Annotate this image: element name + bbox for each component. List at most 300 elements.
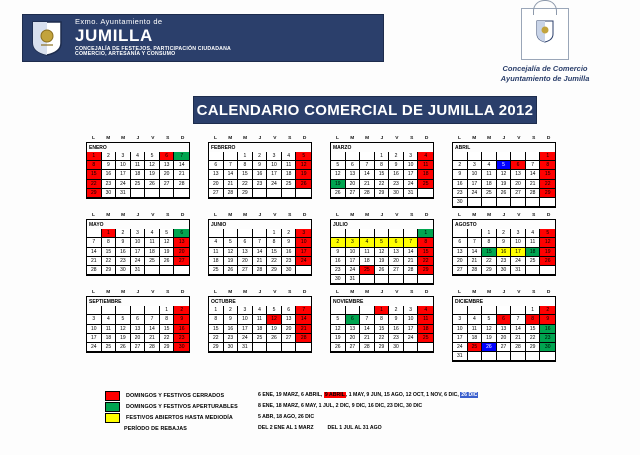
day-cell-empty [468, 229, 483, 238]
day-cell: 18 [102, 334, 117, 343]
day-cell: 17 [468, 180, 483, 189]
day-cell: 10 [116, 161, 131, 170]
day-cell: 1 [160, 306, 175, 315]
day-cell: 7 [296, 306, 311, 315]
day-cell: 27 [346, 343, 361, 352]
month-days [452, 229, 556, 276]
weekday-label: J [380, 136, 384, 141]
weekday-label: M [472, 290, 477, 296]
weekday-label: D [302, 136, 307, 141]
day-cell: 6 [497, 315, 512, 324]
day-cell: 13 [497, 325, 512, 334]
day-cell: 9 [389, 161, 404, 170]
weekday-label: V [395, 290, 399, 296]
day-cell: 13 [174, 238, 189, 247]
month-name-label: MARZO [333, 144, 352, 151]
day-cell: 18 [145, 248, 160, 257]
weekday-label: M [350, 213, 355, 219]
day-cell: 19 [224, 257, 239, 266]
day-cell: 18 [253, 325, 268, 334]
day-cell: 10 [511, 238, 526, 247]
day-cell: 15 [209, 325, 224, 334]
month-name [208, 219, 312, 229]
weekday-label: L [213, 290, 217, 296]
day-cell-empty [404, 229, 419, 238]
day-cell: 28 [360, 189, 375, 198]
weekday-label: D [546, 136, 551, 141]
day-cell: 31 [116, 189, 131, 198]
day-cell: 12 [331, 170, 346, 179]
weekday-label: J [502, 290, 506, 296]
day-cell-empty [131, 306, 146, 315]
day-cell: 5 [482, 315, 497, 324]
day-cell: 8 [526, 315, 541, 324]
day-cell-empty [296, 343, 311, 352]
day-cell: 18 [282, 170, 297, 179]
legend-label: DOMINGOS Y FESTIVOS CERRADOS [126, 392, 225, 399]
day-cell: 31 [453, 352, 468, 361]
legend-note: 5 ABR, 18 AGO, 26 DIC [258, 414, 315, 420]
legend-note: DEL 2 ENE AL 1 MARZ DEL 1 JUL AL 31 AGO [258, 425, 382, 431]
day-cell: 5 [375, 238, 390, 247]
day-cell-empty [282, 189, 297, 198]
day-cell: 2 [282, 229, 297, 238]
day-cell: 26 [540, 257, 555, 266]
weekday-label: J [258, 290, 262, 296]
weekday-label: V [395, 213, 399, 219]
day-cell-empty [160, 266, 175, 275]
commerce-logo [470, 8, 620, 86]
day-cell: 24 [296, 257, 311, 266]
day-cell-empty [174, 266, 189, 275]
day-cell: 4 [282, 152, 297, 161]
month-days [208, 152, 312, 199]
weekday-label: S [410, 290, 414, 296]
weekday-header [330, 136, 434, 141]
legend-label: PERÍODO DE REBAJAS [124, 425, 187, 432]
month-name [452, 296, 556, 306]
day-cell: 6 [346, 161, 361, 170]
day-cell: 4 [209, 238, 224, 247]
day-cell-empty [346, 152, 361, 161]
day-cell: 18 [468, 334, 483, 343]
day-cell: 3 [346, 238, 361, 247]
day-cell: 16 [453, 180, 468, 189]
day-cell: 2 [224, 306, 239, 315]
day-cell: 1 [87, 152, 102, 161]
day-cell: 22 [375, 334, 390, 343]
month-calendar-agosto [452, 213, 556, 285]
day-cell: 11 [209, 248, 224, 257]
weekday-label: M [487, 290, 492, 296]
day-cell: 30 [224, 343, 239, 352]
day-cell: 24 [131, 257, 146, 266]
day-cell: 16 [253, 170, 268, 179]
day-cell: 7 [360, 315, 375, 324]
day-cell: 11 [418, 161, 433, 170]
day-cell: 8 [375, 161, 390, 170]
month-calendar-marzo [330, 136, 434, 208]
day-cell-empty [389, 229, 404, 238]
day-cell: 7 [404, 238, 419, 247]
weekday-label: V [517, 136, 521, 141]
legend-swatch-red [105, 391, 120, 401]
day-cell: 28 [404, 266, 419, 275]
weekday-label: M [350, 290, 355, 296]
day-cell: 29 [375, 189, 390, 198]
day-cell: 13 [389, 248, 404, 257]
day-cell: 24 [238, 334, 253, 343]
weekday-label: D [546, 290, 551, 296]
day-cell: 26 [145, 180, 160, 189]
day-cell: 1 [418, 229, 433, 238]
day-cell: 15 [482, 248, 497, 257]
day-cell: 20 [346, 180, 361, 189]
weekday-header [330, 213, 434, 218]
legend-item [105, 412, 255, 423]
weekday-label: M [243, 136, 248, 141]
month-name [208, 296, 312, 306]
day-cell: 16 [224, 325, 239, 334]
weekday-label: L [335, 290, 339, 296]
weekday-label: D [302, 290, 307, 296]
weekday-label: J [258, 213, 262, 219]
day-cell-empty [468, 152, 483, 161]
day-cell: 20 [238, 257, 253, 266]
day-cell: 5 [224, 238, 239, 247]
day-cell-empty [282, 343, 297, 352]
day-cell: 6 [160, 152, 175, 161]
month-calendar-octubre [208, 290, 312, 362]
weekday-label: L [91, 136, 95, 141]
day-cell: 6 [131, 315, 146, 324]
day-cell-empty [497, 152, 512, 161]
weekday-label: L [335, 136, 339, 141]
day-cell: 31 [131, 266, 146, 275]
day-cell: 18 [482, 180, 497, 189]
day-cell: 3 [404, 306, 419, 315]
day-cell: 9 [116, 238, 131, 247]
day-cell: 9 [389, 315, 404, 324]
day-cell: 9 [174, 315, 189, 324]
month-name [208, 142, 312, 152]
day-cell: 5 [331, 315, 346, 324]
day-cell: 2 [253, 152, 268, 161]
day-cell: 13 [282, 315, 297, 324]
day-cell: 29 [160, 343, 175, 352]
day-cell: 15 [238, 170, 253, 179]
day-cell: 7 [468, 238, 483, 247]
day-cell: 22 [482, 257, 497, 266]
day-cell-empty [253, 229, 268, 238]
weekday-header [208, 136, 312, 141]
day-cell-empty [238, 229, 253, 238]
day-cell: 10 [404, 161, 419, 170]
month-name [86, 296, 190, 306]
day-cell: 9 [497, 238, 512, 247]
day-cell-empty [360, 152, 375, 161]
day-cell: 6 [238, 238, 253, 247]
header-city: JUMILLA [75, 26, 153, 46]
day-cell-empty [453, 229, 468, 238]
weekday-label: J [136, 213, 140, 219]
day-cell: 29 [482, 266, 497, 275]
day-cell: 30 [389, 189, 404, 198]
day-cell: 12 [296, 161, 311, 170]
day-cell: 29 [209, 343, 224, 352]
day-cell-empty [497, 198, 512, 207]
day-cell: 19 [267, 325, 282, 334]
day-cell: 29 [238, 189, 253, 198]
weekday-label: M [228, 290, 233, 296]
day-cell: 11 [145, 238, 160, 247]
day-cell: 22 [375, 180, 390, 189]
weekday-header [330, 290, 434, 295]
day-cell-empty [253, 343, 268, 352]
day-cell: 2 [389, 152, 404, 161]
legend-item [105, 390, 255, 401]
day-cell: 19 [145, 170, 160, 179]
day-cell: 8 [418, 238, 433, 247]
day-cell: 6 [453, 238, 468, 247]
weekday-header [208, 213, 312, 218]
day-cell: 26 [331, 189, 346, 198]
month-days [86, 306, 190, 353]
day-cell: 20 [389, 257, 404, 266]
day-cell: 13 [160, 161, 175, 170]
day-cell: 17 [453, 334, 468, 343]
day-cell-empty [331, 152, 346, 161]
weekday-label: L [457, 213, 461, 219]
weekday-header [452, 213, 556, 218]
day-cell: 24 [404, 180, 419, 189]
day-cell-empty [482, 152, 497, 161]
institution-header [22, 14, 384, 62]
day-cell: 14 [253, 248, 268, 257]
day-cell: 28 [224, 189, 239, 198]
day-cell: 9 [282, 238, 297, 247]
weekday-label: L [91, 290, 95, 296]
day-cell: 16 [174, 325, 189, 334]
day-cell-empty [511, 198, 526, 207]
day-cell: 19 [296, 170, 311, 179]
day-cell: 3 [87, 315, 102, 324]
day-cell: 22 [209, 334, 224, 343]
weekday-label: S [532, 136, 536, 141]
day-cell: 3 [116, 152, 131, 161]
weekday-label: V [273, 136, 277, 141]
day-cell-empty [482, 352, 497, 361]
page-title [193, 96, 537, 124]
calendar-row [86, 290, 574, 367]
day-cell-empty [346, 229, 361, 238]
day-cell: 15 [267, 248, 282, 257]
day-cell: 17 [238, 325, 253, 334]
day-cell: 10 [346, 248, 361, 257]
weekday-label: M [472, 213, 477, 219]
day-cell: 20 [131, 334, 146, 343]
day-cell: 27 [282, 334, 297, 343]
legend-label: FESTIVOS ABIERTOS HASTA MEDIODÍA [126, 414, 233, 421]
day-cell: 4 [145, 229, 160, 238]
day-cell: 22 [238, 180, 253, 189]
month-name-label: MAYO [89, 221, 104, 228]
day-cell-empty [360, 229, 375, 238]
day-cell: 8 [267, 238, 282, 247]
day-cell: 11 [102, 325, 117, 334]
day-cell: 23 [453, 189, 468, 198]
day-cell: 20 [497, 334, 512, 343]
weekday-label: V [273, 213, 277, 219]
day-cell: 20 [174, 248, 189, 257]
day-cell: 22 [160, 334, 175, 343]
day-cell: 13 [511, 170, 526, 179]
day-cell: 22 [540, 180, 555, 189]
day-cell: 21 [224, 180, 239, 189]
day-cell: 12 [482, 325, 497, 334]
day-cell: 27 [511, 189, 526, 198]
day-cell: 5 [296, 152, 311, 161]
day-cell: 25 [145, 257, 160, 266]
day-cell: 20 [453, 257, 468, 266]
weekday-label: J [136, 290, 140, 296]
day-cell-empty [482, 306, 497, 315]
day-cell: 14 [511, 325, 526, 334]
day-cell: 17 [131, 248, 146, 257]
day-cell: 28 [296, 334, 311, 343]
weekday-label: J [502, 136, 506, 141]
day-cell: 16 [116, 248, 131, 257]
day-cell-empty [145, 189, 160, 198]
day-cell: 17 [404, 170, 419, 179]
day-cell: 11 [360, 248, 375, 257]
day-cell: 25 [131, 180, 146, 189]
month-name-label: JUNIO [211, 221, 227, 228]
day-cell: 14 [145, 325, 160, 334]
day-cell-empty [253, 189, 268, 198]
weekday-label: J [380, 290, 384, 296]
day-cell: 4 [418, 152, 433, 161]
month-calendar-abril [452, 136, 556, 208]
day-cell: 7 [526, 161, 541, 170]
day-cell-empty [375, 229, 390, 238]
month-name-label: ENERO [89, 144, 107, 151]
calendar-row [86, 136, 574, 213]
day-cell: 23 [174, 334, 189, 343]
day-cell: 8 [160, 315, 175, 324]
day-cell: 18 [526, 248, 541, 257]
legend-item [105, 401, 255, 412]
day-cell: 23 [389, 180, 404, 189]
day-cell: 30 [540, 343, 555, 352]
day-cell: 4 [102, 315, 117, 324]
month-name-label: AGOSTO [455, 221, 477, 228]
day-cell-empty [116, 306, 131, 315]
weekday-label: V [151, 213, 155, 219]
legend-notes [258, 390, 618, 434]
day-cell: 7 [87, 238, 102, 247]
legend-swatch-green [105, 402, 120, 412]
weekday-label: L [457, 290, 461, 296]
month-calendar-septiembre [86, 290, 190, 362]
legend-note: 6 ENE, 19 MARZ, 6 ABRIL, 9 ABRIL, 1 MAY, 9 JUN, 15 AGO, 12 OCT, 1 NOV, 6 DIC, 26 DIC [258, 392, 478, 398]
month-name [330, 296, 434, 306]
day-cell: 27 [238, 266, 253, 275]
day-cell: 25 [282, 180, 297, 189]
day-cell: 14 [468, 248, 483, 257]
day-cell: 8 [540, 161, 555, 170]
weekday-label: M [106, 290, 111, 296]
day-cell: 10 [404, 315, 419, 324]
day-cell: 11 [526, 238, 541, 247]
day-cell: 6 [389, 238, 404, 247]
day-cell: 8 [375, 315, 390, 324]
day-cell: 31 [346, 275, 361, 284]
day-cell-empty [331, 306, 346, 315]
weekday-label: M [121, 213, 126, 219]
weekday-label: D [546, 213, 551, 219]
weekday-label: M [350, 136, 355, 141]
weekday-header [452, 290, 556, 295]
month-name [330, 142, 434, 152]
day-cell: 27 [497, 343, 512, 352]
weekday-label: S [410, 136, 414, 141]
day-cell: 10 [87, 325, 102, 334]
day-cell: 12 [331, 325, 346, 334]
day-cell: 2 [174, 306, 189, 315]
day-cell: 30 [497, 266, 512, 275]
day-cell: 23 [331, 266, 346, 275]
legend-label: DOMINGOS Y FESTIVOS APERTURABLES [126, 403, 238, 410]
day-cell-empty [511, 352, 526, 361]
weekday-label: V [517, 213, 521, 219]
weekday-label: M [243, 290, 248, 296]
day-cell: 19 [482, 334, 497, 343]
day-cell: 15 [540, 170, 555, 179]
day-cell-empty [511, 306, 526, 315]
day-cell: 9 [331, 248, 346, 257]
header-dept-line2: COMERCIO, ARTESANÍA Y CONSUMO [75, 51, 176, 58]
day-cell: 21 [360, 334, 375, 343]
day-cell: 23 [540, 334, 555, 343]
weekday-label: S [532, 290, 536, 296]
day-cell: 14 [404, 248, 419, 257]
day-cell: 14 [360, 325, 375, 334]
day-cell: 23 [253, 180, 268, 189]
day-cell: 1 [482, 229, 497, 238]
day-cell: 1 [102, 229, 117, 238]
day-cell-empty [526, 198, 541, 207]
day-cell-empty [511, 152, 526, 161]
month-name-label: ABRIL [455, 144, 471, 151]
weekday-label: M [106, 213, 111, 219]
day-cell: 25 [102, 343, 117, 352]
day-cell-empty [404, 275, 419, 284]
day-cell: 13 [131, 325, 146, 334]
day-cell: 8 [482, 238, 497, 247]
day-cell: 6 [174, 229, 189, 238]
day-cell-empty [267, 343, 282, 352]
calendar-row [86, 213, 574, 290]
weekday-label: M [228, 213, 233, 219]
day-cell: 17 [346, 257, 361, 266]
day-cell: 15 [375, 325, 390, 334]
day-cell: 16 [102, 170, 117, 179]
weekday-label: M [487, 136, 492, 141]
day-cell: 7 [145, 315, 160, 324]
month-days [86, 229, 190, 276]
month-calendar-junio [208, 213, 312, 285]
